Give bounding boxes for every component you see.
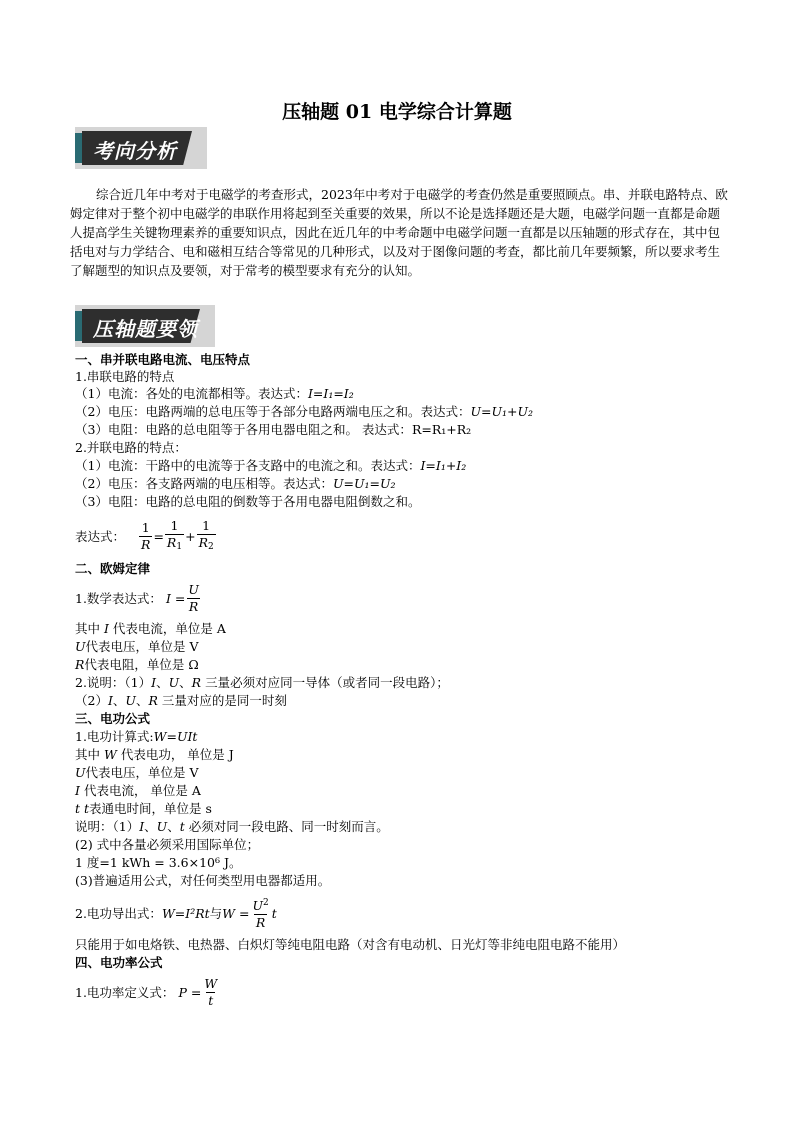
ohm-formula: 1.数学表达式： I = $\frac{U}{R}$ bbox=[75, 581, 199, 614]
series-current: （1）电流：各处的电流都相等。表达式：I=I₁=I₂ bbox=[75, 386, 354, 401]
section-2-heading: 二、欧姆定律 bbox=[75, 561, 151, 576]
ohm-u-line: U代表电压，单位是 V bbox=[75, 639, 199, 654]
parallel-current: （1）电流：干路中的电流等于各支路中的电流之和。表达式：I=I₁+I₂ bbox=[75, 458, 467, 473]
work-derived-formula: 2.电功导出式： W=I²Rt 与 W = $\frac{U^2}{R}$ t bbox=[75, 898, 277, 930]
ohm-r-line: R代表电阻，单位是 Ω bbox=[75, 657, 199, 672]
series-voltage: （2）电压：电路两端的总电压等于各部分电路两端电压之和。表达式：U=U₁+U₂ bbox=[75, 404, 534, 419]
ohm-note-2: （2）I、U、R 三量对应的是同一时刻 bbox=[75, 693, 287, 708]
ohm-note-1: 2.说明：（1）I、U、R 三量必须对应同一导体（或者同一段电路）； bbox=[75, 675, 449, 690]
parallel-resistance-formula: 表达式： $\frac{1}{R}$ = $\frac{1}{R_1}$ + $\frac{1}{R_2}$ bbox=[75, 517, 214, 552]
ohm-i-line: 其中 I 代表电流，单位是 A bbox=[75, 621, 226, 636]
intro-paragraph: 综合近几年中考对于电磁学的考查形式，2023年中考对于电磁学的考查仍然是重要照顾点。串、并联电路特点、欧姆定律对于整个初中电磁学的串联作用将起到至关重要的效果，所以不论是选择题还是大题，电磁学问题一直都是命题人提高学生关键物理素养的重要知识点，因此在近几年的中考命题中电磁学问题一直都是以压轴题的形式存在，其中包括电对与力学结合、电和磁相互结合等常见的几种形式，以及对于图像问题的考查，都比前几年要频繁，所以要求考生了解题型的知识点及要领，对于常考的模型要求有充分的认知。 bbox=[70, 187, 728, 278]
series-resistance: （3）电阻：电路的总电阻等于各用电器电阻之和。 表达式：R=R₁+R₂ bbox=[75, 422, 472, 437]
work-u-line: U代表电压，单位是 V bbox=[75, 765, 199, 780]
work-note-2: (2) 式中各量必须采用国际单位； bbox=[75, 837, 260, 852]
work-i-line: I 代表电流， 单位是 A bbox=[75, 783, 201, 798]
section-4-heading: 四、电功率公式 bbox=[75, 955, 163, 970]
parallel-resistance: （3）电阻：电路的总电阻的倒数等于各用电器电阻倒数之和。 bbox=[75, 494, 421, 509]
parallel-voltage: （2）电压：各支路两端的电压相等。表达式：U=U₁=U₂ bbox=[75, 476, 396, 491]
banner-key-points bbox=[75, 305, 215, 347]
work-note-3: 1 度=1 kWh = 3.6×10⁶ J。 bbox=[75, 855, 242, 870]
banner-key-points-label: 压轴题要领 bbox=[93, 317, 198, 341]
work-w-line: 其中 W 代表电功， 单位是 J bbox=[75, 747, 234, 762]
section-1-heading: 一、串并联电路电流、电压特点 bbox=[75, 352, 251, 367]
banner-analysis bbox=[75, 127, 207, 169]
series-title: 1.串联电路的特点 bbox=[75, 369, 175, 384]
banner-analysis-label: 考向分析 bbox=[93, 139, 177, 163]
work-note-1: 说明：（1）I、U、t 必须对同一段电路、同一时刻而言。 bbox=[75, 819, 389, 834]
work-derived-note: 只能用于如电烙铁、电热器、白炽灯等纯电阻电路（对含有电动机、日光灯等非纯电阻电路不能用） bbox=[75, 937, 626, 952]
work-t-line: t t表通电时间，单位是 s bbox=[75, 801, 212, 816]
page-title: 压轴题 01 电学综合计算题 bbox=[282, 101, 512, 123]
parallel-title: 2.并联电路的特点： bbox=[75, 440, 187, 455]
work-note-4: (3)普遍适用公式，对任何类型用电器都适用。 bbox=[75, 873, 331, 888]
section-3-heading: 三、电功公式 bbox=[75, 711, 151, 726]
power-formula: 1.电功率定义式： P = $\frac{W}{t}$ bbox=[75, 975, 218, 1008]
work-formula: 1.电功计算式:W=UIt bbox=[75, 729, 198, 744]
